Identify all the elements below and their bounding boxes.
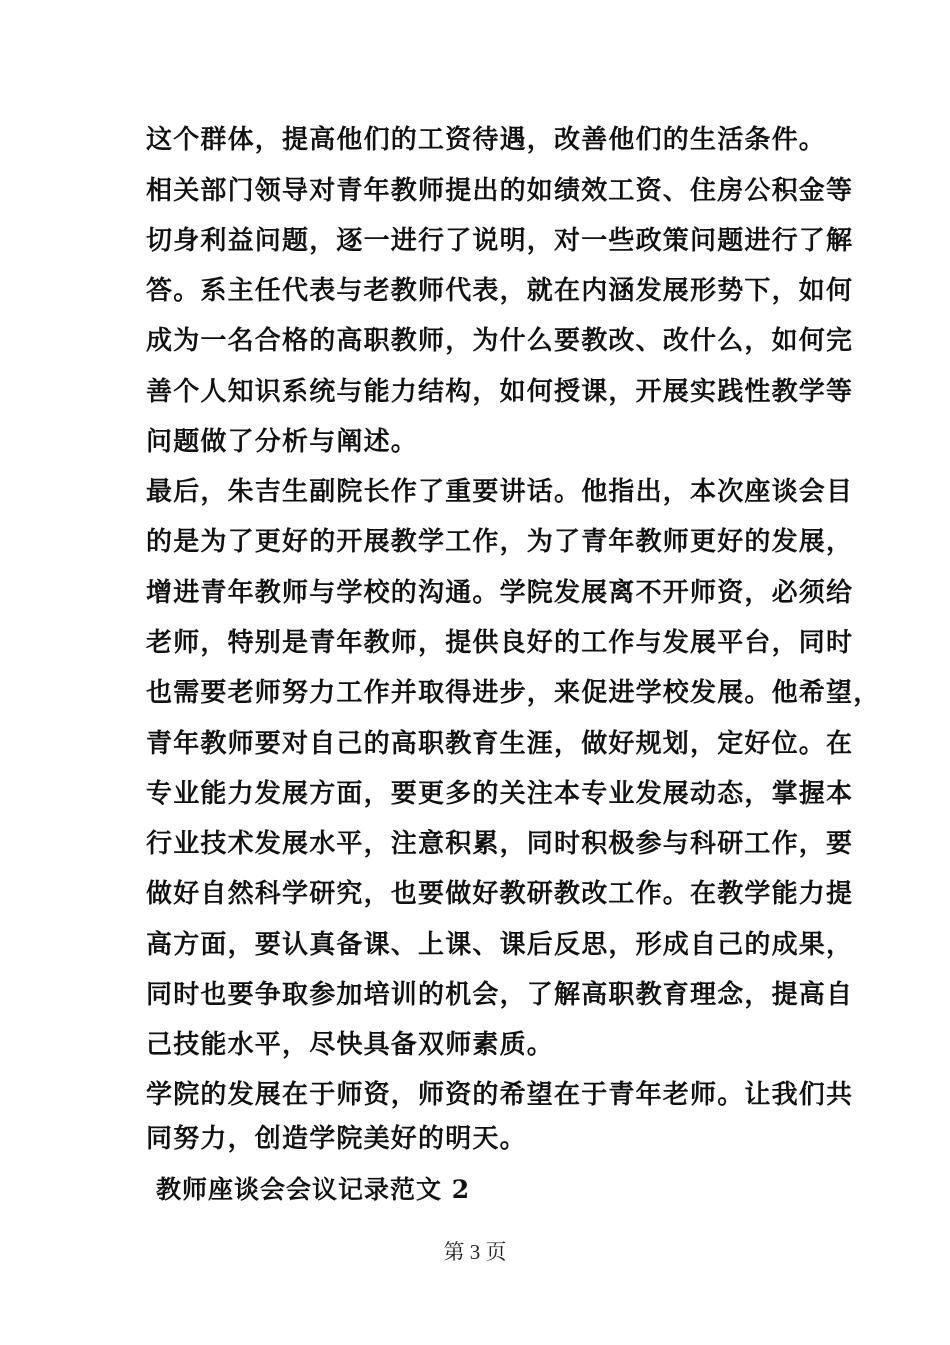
- text-line: 问题做了分析与阐述。: [146, 427, 419, 457]
- text-line: 善个人知识系统与能力结构，如何授课，开展实践性教学等: [146, 377, 854, 407]
- text-line: 同努力，创造学院美好的明天。: [146, 1124, 527, 1154]
- section-heading: 教师座谈会会议记录范文 2: [156, 1175, 471, 1204]
- text-line: 学院的发展在于师资，师资的希望在于青年老师。让我们共: [146, 1080, 854, 1110]
- text-line: 最后，朱吉生副院长作了重要讲话。他指出，本次座谈会目: [146, 477, 854, 507]
- page-number: 第 3 页: [443, 1240, 507, 1264]
- text-line: 成为一名合格的高职教师，为什么要教改、改什么，如何完: [146, 326, 854, 356]
- text-line: 己技能水平，尽快具备双师素质。: [146, 1030, 555, 1060]
- text-line: 的是为了更好的开展教学工作，为了青年教师更好的发展，: [146, 527, 854, 557]
- text-line: 行业技术发展水平，注意积累，同时积极参与科研工作，要: [146, 829, 854, 859]
- text-line: 高方面，要认真备课、上课、课后反思，形成自己的成果，: [146, 930, 854, 960]
- text-line: 老师，特别是青年教师，提供良好的工作与发展平台，同时: [146, 628, 854, 658]
- text-line: 也需要老师努力工作并取得进步，来促进学校发展。他希望，: [146, 678, 881, 708]
- text-line: 相关部门领导对青年教师提出的如绩效工资、住房公积金等: [146, 176, 854, 206]
- text-line: 同时也要争取参加培训的机会，了解高职教育理念，提高自: [146, 980, 854, 1010]
- text-line: 答。系主任代表与老教师代表，就在内涵发展形势下，如何: [146, 276, 854, 306]
- text-line: 切身利益问题，逐一进行了说明，对一些政策问题进行了解: [146, 226, 854, 256]
- text-line: 增进青年教师与学校的沟通。学院发展离不开师资，必须给: [146, 578, 854, 608]
- text-line: 做好自然科学研究，也要做好教研教改工作。在教学能力提: [146, 879, 854, 909]
- text-line: 专业能力发展方面，要更多的关注本专业发展动态，掌握本: [146, 779, 854, 809]
- text-line: 这个群体，提高他们的工资待遇，改善他们的生活条件。: [146, 125, 827, 155]
- text-line: 青年教师要对自己的高职教育生涯，做好规划，定好位。在: [146, 729, 854, 759]
